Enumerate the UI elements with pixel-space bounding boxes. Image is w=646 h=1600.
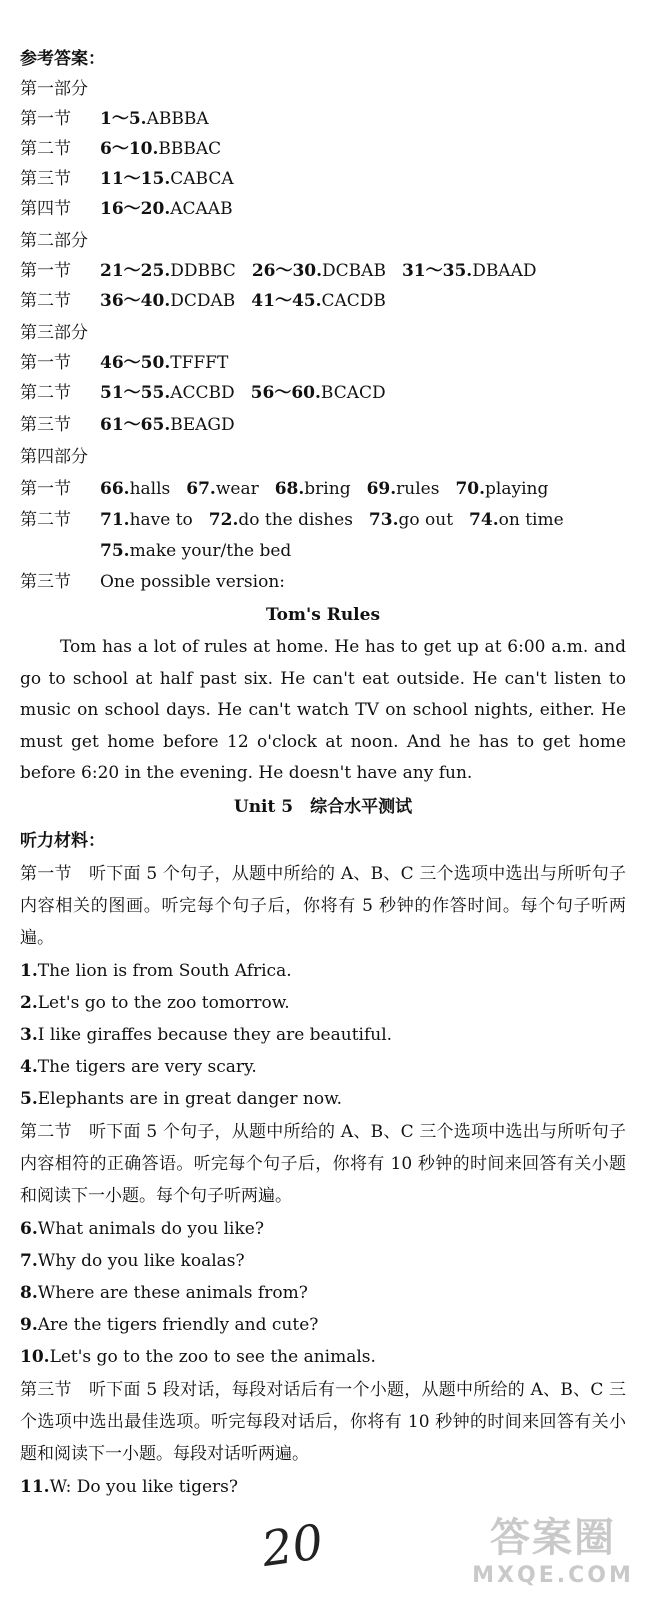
item-number: 5. xyxy=(20,1089,38,1109)
answers: DDBBC xyxy=(170,261,236,281)
unit-title: Unit 5 综合水平测试 xyxy=(233,797,413,817)
item-number: 73. xyxy=(368,510,399,530)
answers: DCBAB xyxy=(322,261,386,281)
p3-s2-row xyxy=(20,378,626,408)
part-1-heading: 第一部分 xyxy=(20,79,88,99)
answers: BEAGD xyxy=(170,415,235,435)
list-item xyxy=(20,1342,626,1372)
answer-word: have to xyxy=(129,510,193,530)
answers: CACDB xyxy=(321,291,386,311)
answers: ACAAB xyxy=(170,199,233,219)
answer-word: do the dishes xyxy=(238,510,353,530)
p4-s2-row-cont xyxy=(20,536,626,566)
item-number: 8. xyxy=(20,1283,38,1303)
range: 51～55. xyxy=(100,383,171,403)
section-3-instructions xyxy=(20,1374,626,1470)
item-text: Let's go to the zoo tomorrow. xyxy=(37,993,290,1013)
range: 21～25. xyxy=(100,261,171,281)
section-label: 第二节 xyxy=(20,139,71,159)
item-number: 3. xyxy=(20,1025,38,1045)
range: 36～40. xyxy=(100,291,171,311)
essay-body: Tom has a lot of rules at home. He has to get up at 6:00 a.m. and go to school at half past six. He can't eat outside. He can't listen to music on school days. He can't watch TV on school nights, either. He must get home before 12 o'clock at noon. And he has to get home before 6:20 in the evening. He doesn't have any fun. xyxy=(20,637,626,783)
p1-s3-row xyxy=(20,164,626,194)
version-note: One possible version: xyxy=(100,572,285,592)
section-label: 第一节 xyxy=(20,353,71,373)
item-number: 71. xyxy=(100,510,130,530)
watermark-url: MXQE.COM xyxy=(472,1563,634,1588)
item-number: 74. xyxy=(469,510,499,530)
item-number: 75. xyxy=(100,541,130,561)
item-number: 70. xyxy=(455,479,486,499)
p3-s1-row xyxy=(20,348,626,378)
section-label: 第三节 xyxy=(20,169,71,189)
instruction-text: 听下面 5 个句子，从题中所给的 A、B、C 三个选项中选出与所听句子内容相符的正确答语。听完每个句子后，你将有 10 秒钟的时间来回答有关小题和阅读下一小题。每个句子听两遍。 xyxy=(20,1122,626,1206)
watermark-logo: 答案圈 xyxy=(490,1515,616,1561)
item-text: Elephants are in great danger now. xyxy=(37,1089,343,1109)
p1-s2-row xyxy=(20,134,626,164)
item-number: 2. xyxy=(20,993,38,1013)
section-2-instructions xyxy=(20,1116,626,1212)
item-text: What animals do you like? xyxy=(37,1219,264,1239)
range: 31～35. xyxy=(401,261,473,281)
section-label: 第一节 xyxy=(20,479,71,499)
list-item xyxy=(20,956,626,986)
answers: BBBAC xyxy=(158,139,222,159)
part-4-heading: 第四部分 xyxy=(20,447,88,467)
answer-word: on time xyxy=(498,510,564,530)
answers: TFFFT xyxy=(170,353,229,373)
list-item xyxy=(20,1472,626,1502)
list-item xyxy=(20,988,626,1018)
answer-word: bring xyxy=(304,479,351,499)
item-text: Where are these animals from? xyxy=(37,1283,308,1303)
section-label: 第一节 xyxy=(20,261,71,281)
section-label: 第三节 xyxy=(20,572,71,592)
item-text: The lion is from South Africa. xyxy=(37,961,292,981)
part-3-heading: 第三部分 xyxy=(20,323,88,343)
answers: CABCA xyxy=(170,169,234,189)
section-label: 第二节 xyxy=(20,1122,72,1142)
range: 41～45. xyxy=(251,291,322,311)
handwritten-page-number: 20 xyxy=(258,1514,327,1578)
section-label: 第二节 xyxy=(20,383,71,403)
range: 1～5. xyxy=(100,109,147,129)
answers: ABBBA xyxy=(146,109,209,129)
section-label: 第一节 xyxy=(20,864,72,884)
section-label: 第四节 xyxy=(20,199,71,219)
answer-word: go out xyxy=(398,510,454,530)
p2-s1-row xyxy=(20,256,626,286)
item-number: 67. xyxy=(186,479,216,499)
list-item xyxy=(20,1020,626,1050)
essay-title: Tom's Rules xyxy=(265,605,381,625)
list-item xyxy=(20,1310,626,1340)
item-number: 10. xyxy=(20,1347,50,1367)
instruction-text: 听下面 5 段对话，每段对话后有一个小题，从题中所给的 A、B、C 三个选项中选出最佳选项。听完每段对话后，你将有 10 秒钟的时间来回答有关小题和阅读下一小题。每段对话听两遍。 xyxy=(20,1380,626,1464)
list-item xyxy=(20,1214,626,1244)
item-number: 1. xyxy=(20,961,38,981)
p4-s3-row xyxy=(20,567,626,597)
range: 11～15. xyxy=(100,169,171,189)
item-text: Are the tigers friendly and cute? xyxy=(37,1315,319,1335)
item-text: W: Do you like tigers? xyxy=(49,1477,238,1497)
answers: ACCBD xyxy=(170,383,235,403)
item-number: 69. xyxy=(366,479,397,499)
item-text: Let's go to the zoo to see the animals. xyxy=(49,1347,376,1367)
p1-s1-row xyxy=(20,104,626,134)
item-number: 11. xyxy=(20,1477,50,1497)
range: 6～10. xyxy=(100,139,159,159)
item-number: 7. xyxy=(20,1251,38,1271)
section-label: 第二节 xyxy=(20,510,71,530)
item-number: 9. xyxy=(20,1315,38,1335)
answers: BCACD xyxy=(320,383,386,403)
listening-heading: 听力材料： xyxy=(20,831,105,851)
answer-word: make your/the bed xyxy=(129,541,292,561)
list-item xyxy=(20,1084,626,1114)
instruction-text: 听下面 5 个句子，从题中所给的 A、B、C 三个选项中选出与所听句子内容相关的图画。听完每个句子后，你将有 5 秒钟的作答时间。每个句子听两遍。 xyxy=(20,864,626,948)
p4-s2-row xyxy=(20,505,626,535)
section-label: 第一节 xyxy=(20,109,71,129)
answer-word: halls xyxy=(129,479,171,499)
site-watermark xyxy=(468,1506,638,1594)
item-number: 4. xyxy=(20,1057,38,1077)
list-item xyxy=(20,1052,626,1082)
answer-key-heading: 参考答案： xyxy=(20,49,105,69)
part-2-heading: 第二部分 xyxy=(20,231,88,251)
range: 16～20. xyxy=(100,199,171,219)
section-label: 第二节 xyxy=(20,291,71,311)
p4-s1-row xyxy=(20,474,626,504)
item-text: I like giraffes because they are beautiful. xyxy=(37,1025,393,1045)
range: 26～30. xyxy=(251,261,323,281)
p2-s2-row xyxy=(20,286,626,316)
answer-word: playing xyxy=(485,479,549,499)
range: 61～65. xyxy=(100,415,171,435)
p3-s3-row xyxy=(20,410,626,440)
p1-s4-row xyxy=(20,194,626,224)
range: 46～50. xyxy=(100,353,171,373)
answers: DCDAB xyxy=(170,291,236,311)
list-item xyxy=(20,1246,626,1276)
answer-word: wear xyxy=(215,479,259,499)
range: 56～60. xyxy=(250,383,321,403)
item-number: 66. xyxy=(100,479,130,499)
answer-word: rules xyxy=(396,479,440,499)
section-1-instructions xyxy=(20,858,626,954)
item-text: The tigers are very scary. xyxy=(37,1057,257,1077)
item-number: 68. xyxy=(274,479,305,499)
item-number: 6. xyxy=(20,1219,38,1239)
list-item xyxy=(20,1278,626,1308)
answers: DBAAD xyxy=(472,261,537,281)
item-number: 72. xyxy=(208,510,239,530)
section-label: 第三节 xyxy=(20,1380,72,1400)
section-label: 第三节 xyxy=(20,415,71,435)
item-text: Why do you like koalas? xyxy=(37,1251,245,1271)
